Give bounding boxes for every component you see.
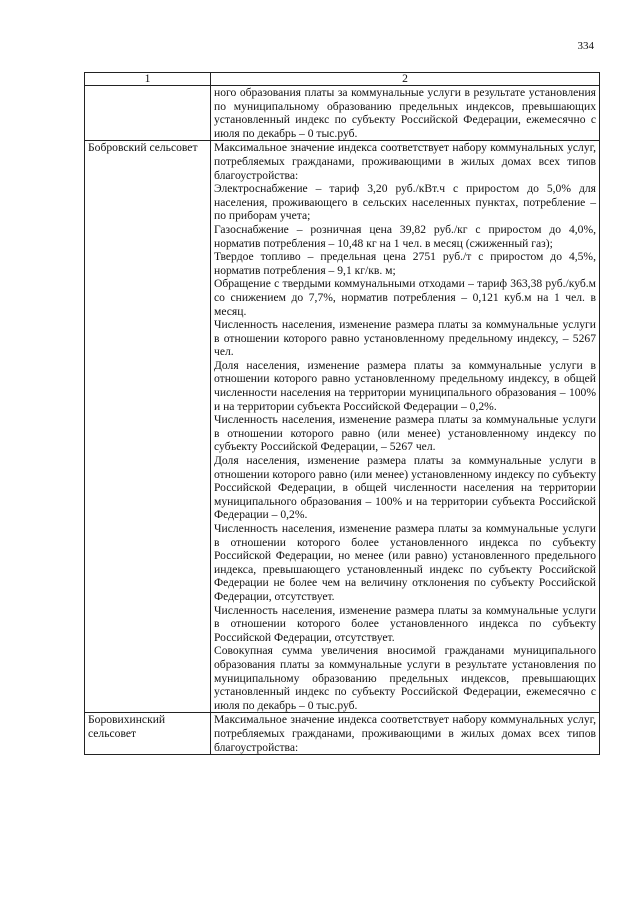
row-content bbox=[211, 86, 600, 141]
table-row bbox=[85, 713, 600, 755]
table-row bbox=[85, 141, 600, 713]
column-header-1: 1 bbox=[85, 73, 211, 86]
paragraph: Доля населения, изменение размера платы за коммунальные услуги в отношении которого равно (или менее) установленному индексу по субъекту Российской Федерации, в общей численности населения на территории муниципального образования – 100% и на территории субъекта Российской Федерации – 0,2%. bbox=[214, 454, 596, 522]
paragraph: Численность населения, изменение размера платы за коммунальные услуги в отношении которого более установленного индекса по субъекту Российской Федерации, отсутствует. bbox=[214, 603, 596, 644]
paragraph: Максимальное значение индекса соответствует набору коммунальных услуг, потребляемых гражданами, проживающими в жилых домах всех типов благоустройства: bbox=[214, 713, 596, 754]
municipality-name bbox=[85, 86, 211, 141]
paragraph: ного образования платы за коммунальные услуги в результате установления по муниципальному образованию предельных индексов, превышающих установленный индекс по субъекту Российской Федерации, ежемесячно с июля по декабрь – 0 тыс.руб. bbox=[214, 86, 596, 140]
paragraph: Электроснабжение – тариф 3,20 руб./кВт.ч с приростом до 5,0% для населения, проживающего в сельских населенных пунктах, потребление – по приборам учета; bbox=[214, 182, 596, 223]
column-header-2: 2 bbox=[211, 73, 600, 86]
table-row bbox=[85, 86, 600, 141]
row-content bbox=[211, 141, 600, 713]
municipality-name: Бобровский сельсовет bbox=[85, 141, 211, 713]
paragraph: Численность населения, изменение размера платы за коммунальные услуги в отношении которого равно (или менее) установленному индексу по субъекту Российской Федерации, – 5267 чел. bbox=[214, 413, 596, 454]
document-table bbox=[84, 72, 600, 755]
paragraph: Твердое топливо – предельная цена 2751 руб./т с приростом до 4,5%, норматив потребления – 9,1 кг/кв. м; bbox=[214, 250, 596, 277]
municipality-name: Боровихинский сельсовет bbox=[85, 713, 211, 755]
paragraph: Газоснабжение – розничная цена 39,82 руб./кг с приростом до 4,0%, норматив потребления – 10,48 кг на 1 чел. в месяц (сжиженный газ); bbox=[214, 222, 596, 250]
paragraph: Численность населения, изменение размера платы за коммунальные услуги в отношении которого равно установленному предельному индексу, – 5267 чел. bbox=[214, 318, 596, 359]
paragraph: Обращение с твердыми коммунальными отходами – тариф 363,38 руб./куб.м со снижением до 7,7%, норматив потребления – 0,121 куб.м на 1 чел. в месяц. bbox=[214, 277, 596, 318]
page-number: 334 bbox=[577, 40, 594, 52]
paragraph: Численность населения, изменение размера платы за коммунальные услуги в отношении которого более установленного индекса по субъекту Российской Федерации, но менее (или равно) установленного предельного индекса, превышающего установленный индекс по субъекту Российской Федерации не более чем на величину отклонения по субъекту Российской Федерации, отсутствует. bbox=[214, 522, 596, 603]
paragraph: Совокупная сумма увеличения вносимой гражданами муниципального образования платы за коммунальные услуги в результате установления по муниципальному образованию предельных индексов, превышающих установленный индекс по субъекту Российской Федерации, ежемесячно с июля по декабрь – 0 тыс.руб. bbox=[214, 644, 596, 712]
row-content bbox=[211, 713, 600, 755]
paragraph: Максимальное значение индекса соответствует набору коммунальных услуг, потребляемых гражданами, проживающими в жилых домах всех типов благоустройства: bbox=[214, 141, 596, 182]
paragraph: Доля населения, изменение размера платы за коммунальные услуги в отношении которого равно установленному предельному индексу, в общей численности населения на территории муниципального образования – 100% и на территории субъекта Российской Федерации – 0,2%. bbox=[214, 358, 596, 413]
table-header-row bbox=[85, 73, 600, 86]
